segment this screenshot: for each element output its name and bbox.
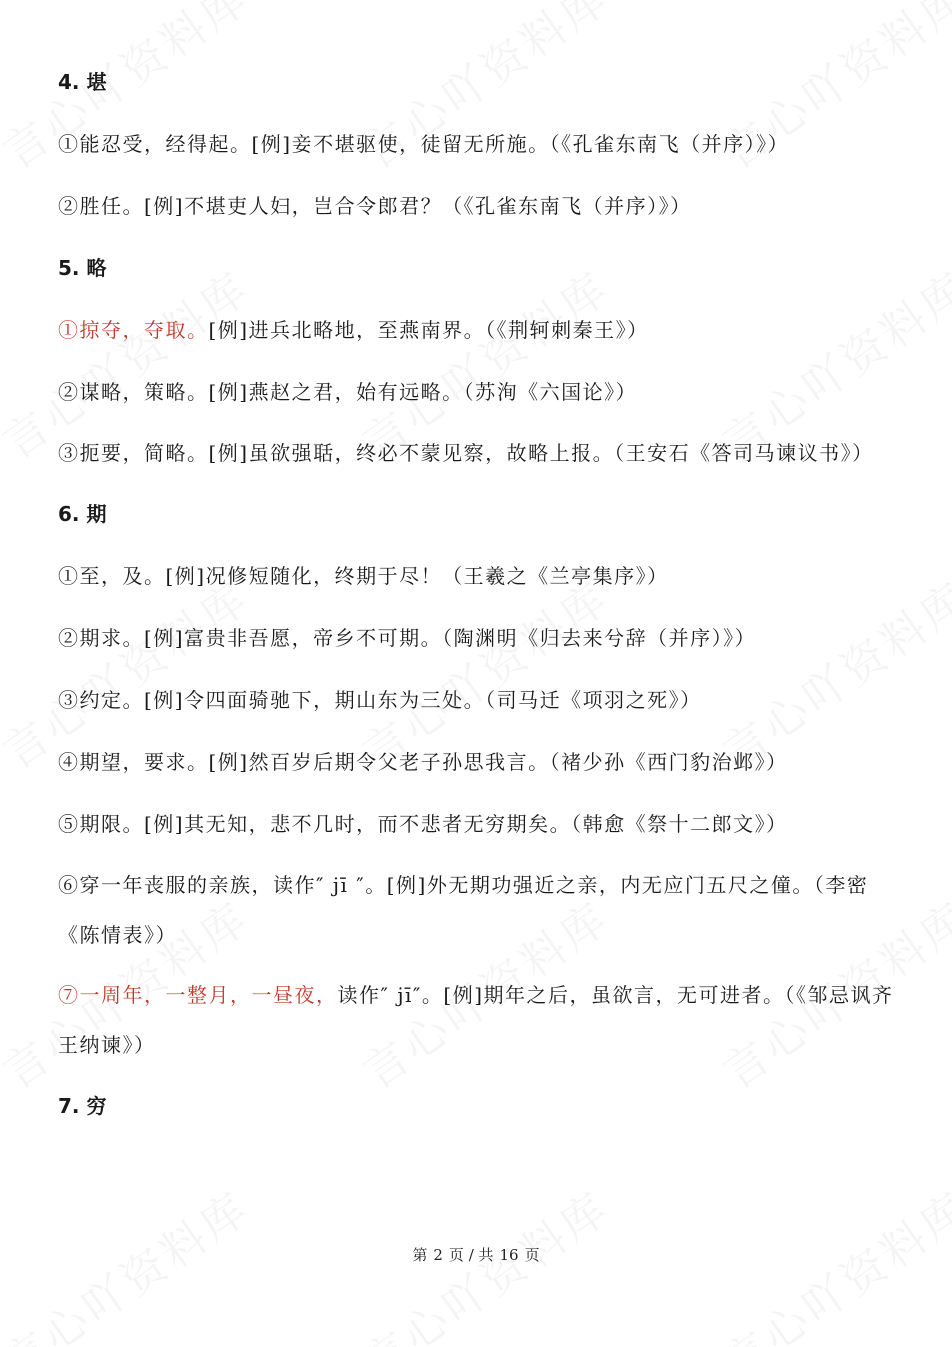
- entry-highlight: ①掠夺，夺取。: [58, 318, 209, 342]
- entry-text: ②胜任。[例]不堪吏人妇，岂合令郎君？（《孔雀东南飞（并序）》）: [58, 194, 692, 218]
- definition-entry: [58, 970, 898, 1070]
- entry-text: ①至，及。[例]况修短随化，终期于尽！（王羲之《兰亭集序》）: [58, 564, 669, 588]
- entry-text: [例]进兵北略地，至燕南界。（《荆轲刺秦王》）: [208, 318, 649, 342]
- document-body: [58, 62, 898, 1148]
- section-heading: 7. 穷: [58, 1094, 107, 1118]
- definition-entry: [58, 556, 898, 596]
- footer-total-pages: 16: [499, 1246, 519, 1264]
- section-heading: 4. 堪: [58, 70, 107, 94]
- entry-text: ③约定。[例]令四面骑驰下，期山东为三处。（司马迁《项羽之死》）: [58, 688, 702, 712]
- entry-text: ①能忍受，经得起。[例]妾不堪驱使，徒留无所施。（《孔雀东南飞（并序）》）: [58, 132, 790, 156]
- definition-entry: [58, 124, 898, 164]
- definition-entry: [58, 618, 898, 658]
- page-footer: [0, 1244, 952, 1265]
- footer-mid: 页 / 共: [448, 1246, 494, 1264]
- section-heading: 6. 期: [58, 502, 107, 526]
- entry-text: ③扼要，简略。[例]虽欲强聒，终必不蒙见察，故略上报。（王安石《答司马谏议书》）: [58, 441, 874, 465]
- entry-text: 读作″ jī″。[例]期年之后，虽欲言，无可进者。（《邹忌讽齐王纳谏》）: [58, 983, 894, 1057]
- entry-text: ②期求。[例]富贵非吾愿，帝乡不可期。（陶渊明《归去来兮辞（并序）》）: [58, 626, 757, 650]
- entry-text: ⑥穿一年丧服的亲族，读作″ jī ″。[例]外无期功强近之亲，内无应门五尺之僮。（李密《陈情表》）: [58, 873, 869, 947]
- entry-highlight: ⑦一周年，一整月，一昼夜，: [58, 983, 338, 1007]
- definition-entry: [58, 860, 898, 960]
- entry-text: ②谋略，策略。[例]燕赵之君，始有远略。（苏洵《六国论》）: [58, 380, 638, 404]
- footer-prefix: 第: [412, 1246, 428, 1264]
- definition-entry: [58, 186, 898, 226]
- definition-entry: [58, 428, 898, 478]
- footer-page-number: 2: [433, 1246, 443, 1264]
- definition-entry: [58, 372, 898, 412]
- definition-entry: [58, 742, 898, 782]
- definition-entry: [58, 680, 898, 720]
- definition-entry: [58, 310, 898, 350]
- footer-suffix: 页: [524, 1246, 540, 1264]
- definition-entry: [58, 804, 898, 844]
- entry-text: ⑤期限。[例]其无知，悲不几时，而不悲者无穷期矣。（韩愈《祭十二郎文》）: [58, 812, 788, 836]
- section-heading: 5. 略: [58, 256, 107, 280]
- entry-text: ④期望，要求。[例]然百岁后期令父老子孙思我言。（褚少孙《西门豹治邺》）: [58, 750, 788, 774]
